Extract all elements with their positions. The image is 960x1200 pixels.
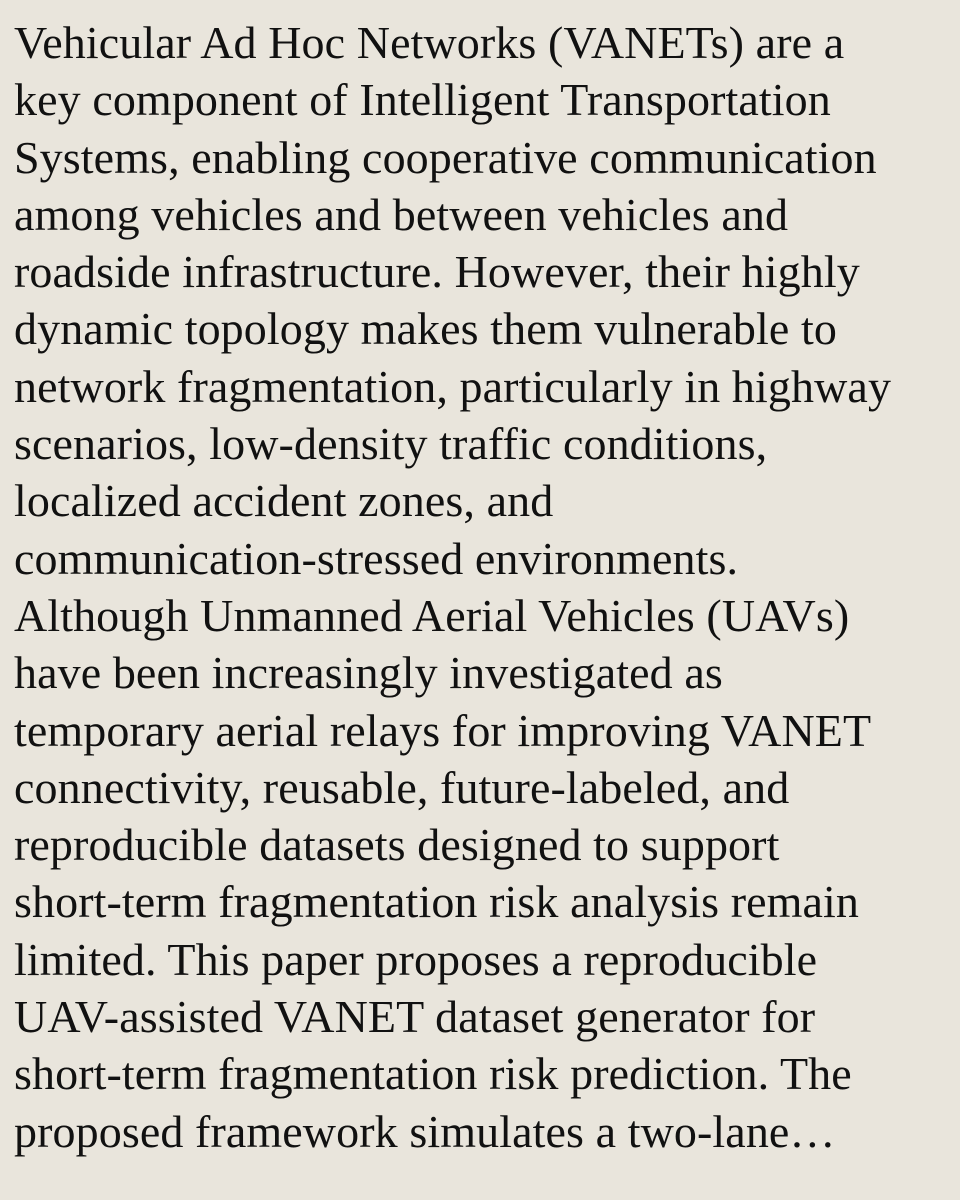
text-line: temporary aerial relays for improving VANET	[14, 704, 872, 756]
text-line: Vehicular Ad Hoc Networks (VANETs) are a	[14, 17, 845, 68]
text-line: communication-stressed environments.	[14, 532, 739, 584]
text-line: Although Unmanned Aerial Vehicles (UAVs)	[14, 589, 850, 641]
text-line: among vehicles and between vehicles and	[14, 188, 789, 240]
text-line: dynamic topology makes them vulnerable to	[14, 303, 837, 355]
abstract-text	[14, 14, 960, 1160]
text-line: scenarios, low-density traffic conditions,	[14, 418, 768, 470]
text-line: connectivity, reusable, future-labeled, and	[14, 761, 790, 813]
text-line: reproducible datasets designed to support	[14, 819, 780, 871]
text-line: proposed framework simulates a two-lane…	[14, 1105, 836, 1157]
text-line: key component of Intelligent Transportation	[14, 74, 831, 126]
text-line: Systems, enabling cooperative communication	[14, 131, 877, 183]
text-line: network fragmentation, particularly in highway	[14, 360, 892, 412]
text-line: short-term fragmentation risk prediction. The	[14, 1048, 852, 1100]
text-line: limited. This paper proposes a reproducible	[14, 933, 818, 985]
text-line: have been increasingly investigated as	[14, 647, 723, 699]
text-line: UAV-assisted VANET dataset generator for	[14, 991, 816, 1043]
text-line: short-term fragmentation risk analysis remain	[14, 876, 860, 928]
text-line: localized accident zones, and	[14, 475, 554, 527]
text-line: roadside infrastructure. However, their highly	[14, 246, 860, 298]
